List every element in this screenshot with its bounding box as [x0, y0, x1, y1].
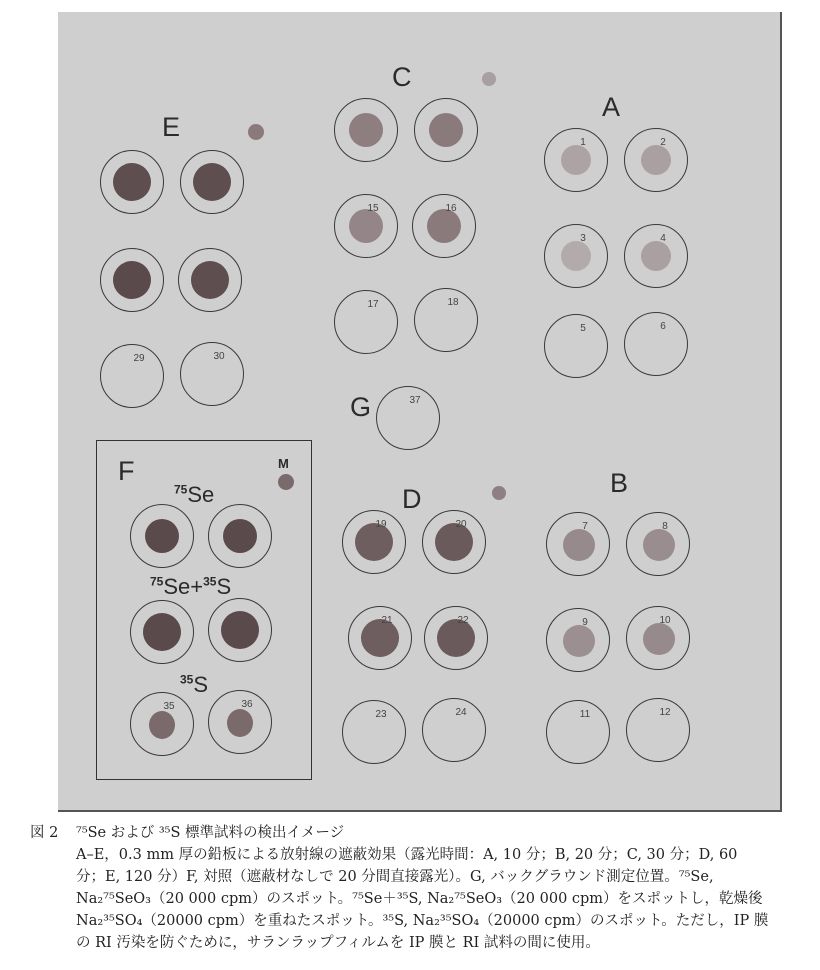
caption-line: の RI 汚染を防ぐために，サランラップフィルムを IP 膜と RI 試料の間に使用。 [76, 935, 600, 951]
group-label-a: A [602, 92, 621, 122]
caption-line: Na₂³⁵SO₄（20000 cpm）を重ねたスポット。³⁵S, Na₂³⁵SO₄（20000 cpm）のスポット。ただし，IP 膜 [76, 913, 769, 929]
label-se75: $^{75}$Se [174, 482, 215, 507]
spot-e4 [178, 248, 242, 312]
spot-b12: 12 [626, 698, 690, 762]
caption-line: A–E，0.3 mm 厚の鉛板による放射線の遮蔽効果（露光時間：A, 10 分；B, 20 分；C, 30 分；D, 60 [76, 847, 738, 863]
spot-d23: 23 [342, 700, 406, 764]
spot-e2 [180, 150, 244, 214]
figure-caption [30, 822, 800, 954]
group-label-e: E [162, 112, 181, 142]
caption-heading: ⁷⁵Se および ³⁵S 標準試料の検出イメージ [76, 825, 345, 841]
spot-b11: 11 [546, 700, 610, 764]
spot-e30: 30 [180, 342, 244, 406]
group-label-c: C [392, 62, 412, 92]
spot-a2: 2 [624, 128, 688, 192]
spot-a6: 6 [624, 312, 688, 376]
spot-a5: 5 [544, 314, 608, 378]
spot-f-ses2 [208, 598, 272, 662]
group-label-g: G [350, 392, 372, 422]
group-label-d: D [402, 484, 422, 514]
stray-spot [492, 486, 506, 500]
spot-e3 [100, 248, 164, 312]
label-se-plus-s: $^{75}$Se+$^{35}$S [150, 574, 232, 599]
spot-d21: 21 [348, 606, 412, 670]
figure-number: 図 2 [30, 825, 59, 841]
spot-c14 [414, 98, 478, 162]
spot-d20: 20 [422, 510, 486, 574]
spot-d22: 22 [424, 606, 488, 670]
caption-title [30, 822, 800, 844]
spot-d19: 19 [342, 510, 406, 574]
spot-c16: 16 [412, 194, 476, 258]
spot-b7: 7 [546, 512, 610, 576]
spot-f-se1 [130, 504, 194, 568]
spot-a1: 1 [544, 128, 608, 192]
caption-line: 分；E, 120 分）F, 対照（遮蔽材なしで 20 分間直接露光）。G, バックグラウンド測定位置。⁷⁵Se, [76, 869, 714, 885]
spot-f-ses1 [130, 600, 194, 664]
imaging-plate [58, 12, 782, 812]
spot-e1 [100, 150, 164, 214]
spot-d24: 24 [422, 698, 486, 762]
spot-c13 [334, 98, 398, 162]
spot-g37: 37 [376, 386, 440, 450]
spot-f-s35: 35 [130, 692, 194, 756]
spot-f-s36: 36 [208, 690, 272, 754]
spot-a3: 3 [544, 224, 608, 288]
caption-line: Na₂⁷⁵SeO₃（20 000 cpm）のスポット。⁷⁵Se＋³⁵S, Na₂⁷⁵SeO₃（20 000 cpm）をスポットし，乾燥後 [76, 891, 763, 907]
spot-c17: 17 [334, 290, 398, 354]
marker-spot [278, 474, 294, 490]
spot-c18: 18 [414, 288, 478, 352]
spot-a4: 4 [624, 224, 688, 288]
spot-e29: 29 [100, 344, 164, 408]
spot-f-se2 [208, 504, 272, 568]
spot-b8: 8 [626, 512, 690, 576]
spot-c15: 15 [334, 194, 398, 258]
label-s35: $^{35}$S [180, 672, 209, 697]
spot-b10: 10 [626, 606, 690, 670]
spot-b9: 9 [546, 608, 610, 672]
group-label-f: F [118, 456, 135, 486]
group-label-b: B [610, 468, 629, 498]
stray-spot [482, 72, 496, 86]
stray-spot [248, 124, 264, 140]
marker-label: M [278, 456, 289, 471]
